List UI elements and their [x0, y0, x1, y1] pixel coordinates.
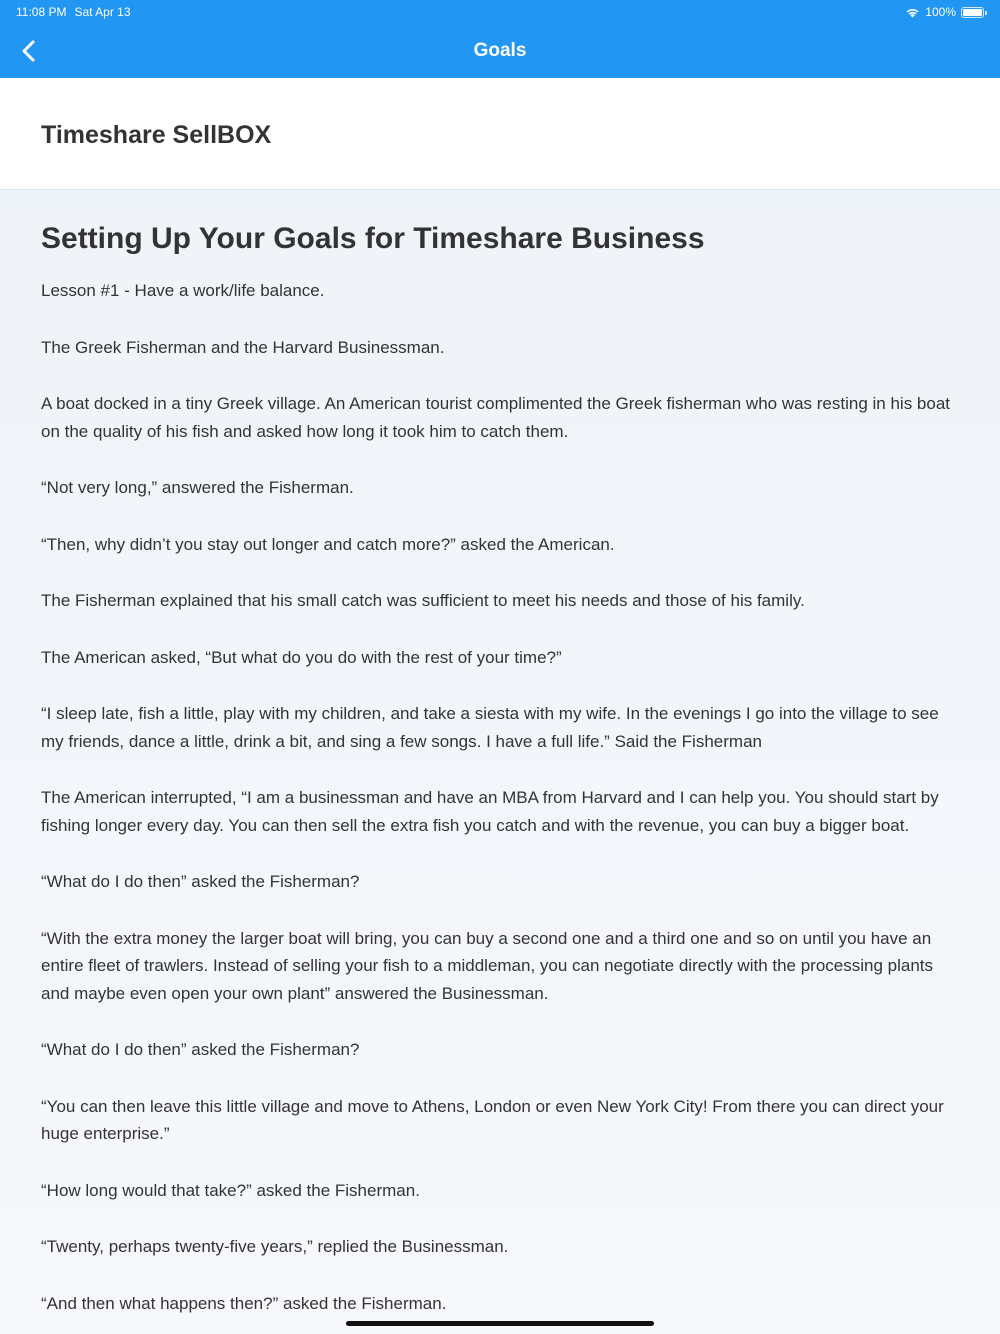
battery-fill	[963, 9, 982, 16]
app-name: Timeshare SellBOX	[41, 121, 272, 149]
article-paragraph: “With the extra money the larger boat will bring, you can buy a second one and a third one and so on until you have an entire fleet of trawlers. Instead of selling your fish to a middleman, you can negotiate directly with the processing plants and maybe even open your own plant” answered the Businessman.	[41, 928, 934, 1003]
article-paragraph: Lesson #1 - Have a work/life balance.	[41, 281, 325, 300]
article-paragraph: The American interrupted, “I am a businessman and have an MBA from Harvard and I can help you. You should start by fishing longer every day. You can then sell the extra fish you catch and with the revenue, you can buy a bigger boat.	[41, 788, 939, 835]
wifi-icon	[905, 7, 920, 18]
article-paragraph: “What do I do then” asked the Fisherman?	[41, 872, 360, 891]
header-card	[0, 78, 1000, 190]
article-paragraph: The American asked, “But what do you do with the rest of your time?”	[41, 647, 562, 667]
article-paragraph: “And then what happens then?” asked the Fisherman.	[41, 1293, 447, 1313]
navigation-bar	[0, 0, 1000, 78]
status-bar-left	[16, 5, 131, 19]
article-paragraph: A boat docked in a tiny Greek village. An American tourist complimented the Greek fisherman who was resting in his boat on the quality of his fish and asked how long it took him to catch them.	[41, 394, 951, 441]
article	[0, 190, 1000, 1317]
article-paragraph: “Then, why didn’t you stay out longer and catch more?” asked the American.	[41, 534, 615, 554]
status-date: Sat Apr 13	[74, 5, 131, 19]
article-title: Setting Up Your Goals for Timeshare Business	[41, 222, 705, 255]
status-time: 11:08 PM	[16, 5, 67, 19]
article-scroll-view[interactable]	[0, 190, 1000, 1334]
article-paragraph: “You can then leave this little village and move to Athens, London or even New York City! From there you can direct your huge enterprise.”	[41, 1096, 944, 1143]
article-paragraph: “What do I do then” asked the Fisherman?	[41, 1040, 360, 1059]
status-bar-right	[905, 5, 984, 19]
home-indicator[interactable]	[346, 1321, 654, 1326]
battery-icon	[961, 7, 984, 18]
article-paragraph: The Fisherman explained that his small catch was sufficient to meet his needs and those of his family.	[41, 591, 805, 610]
article-paragraph: “Not very long,” answered the Fisherman.	[41, 478, 354, 497]
article-paragraph: “How long would that take?” asked the Fisherman.	[41, 1180, 420, 1200]
nav-title: Goals	[473, 40, 527, 61]
article-paragraph: “I sleep late, fish a little, play with my children, and take a siesta with my wife. In the evenings I go into the village to see my friends, dance a little, drink a bit, and sing a few songs. I have a full life.” Said the Fisherman	[41, 704, 939, 751]
battery-percent: 100%	[925, 5, 956, 19]
article-paragraph: The Greek Fisherman and the Harvard Businessman.	[41, 337, 445, 357]
article-paragraph: “Twenty, perhaps twenty-five years,” replied the Businessman.	[41, 1237, 509, 1256]
